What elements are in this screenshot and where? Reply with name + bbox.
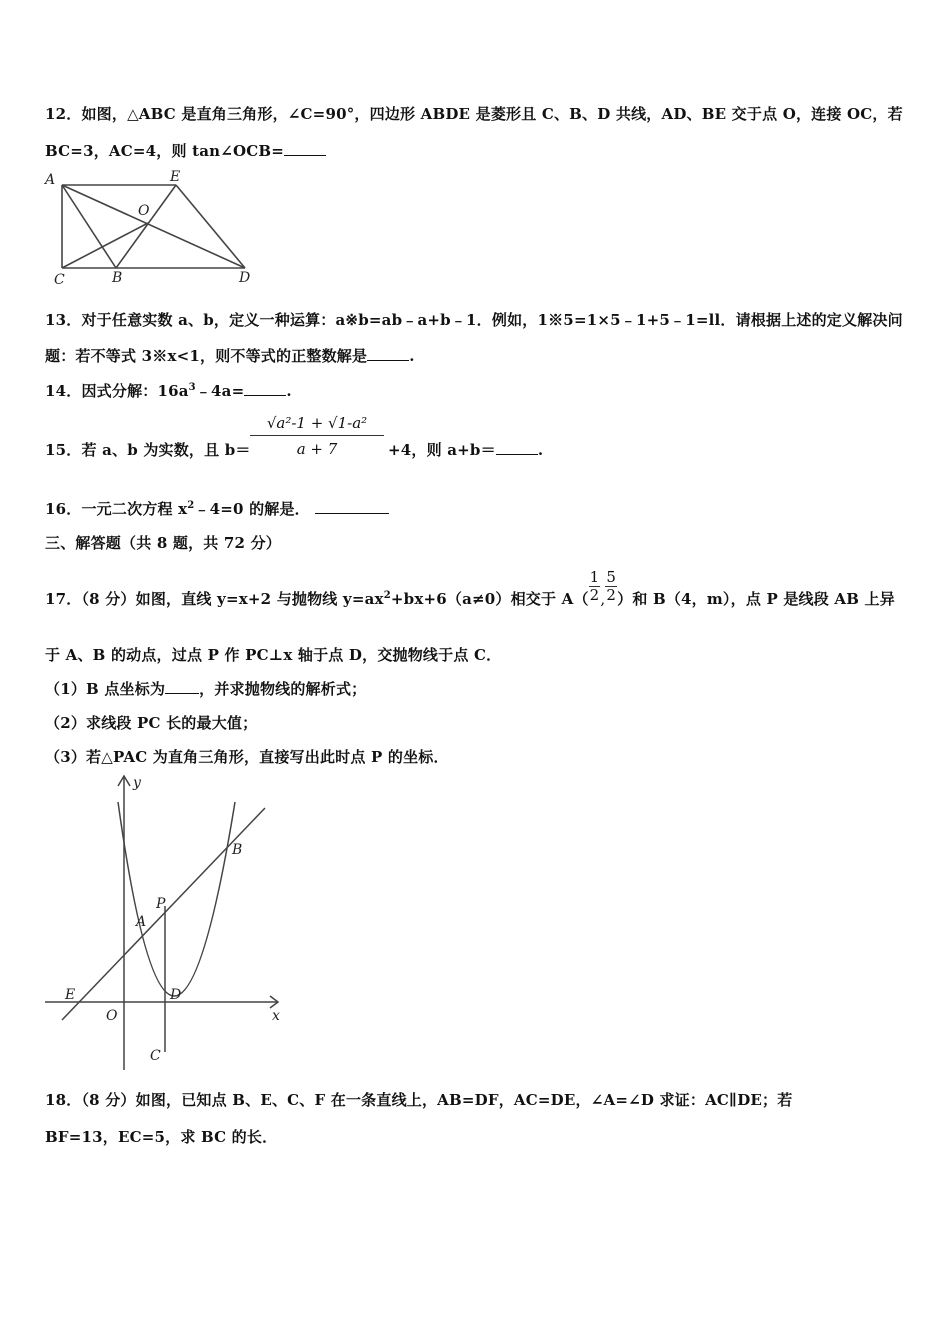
q17-text-line1 xyxy=(45,568,895,617)
q17-comma: , xyxy=(600,590,606,608)
q14-suffix: . xyxy=(286,382,292,400)
q13-text-line2 xyxy=(45,345,415,366)
q16-exponent: 2 xyxy=(187,500,195,511)
q17-frac2-num: 5 xyxy=(606,568,617,586)
q17-sub2: （2）求线段 PC 长的最大值； xyxy=(45,714,258,732)
q12-answer-blank xyxy=(284,141,326,156)
label-O: O xyxy=(138,203,150,219)
q15-fraction xyxy=(250,414,384,458)
q17-frac1-den: 2 xyxy=(589,585,600,604)
label-C: C xyxy=(150,1048,161,1064)
q16-prefix: 16．一元二次方程 x xyxy=(45,500,188,518)
label-C: C xyxy=(54,272,65,286)
q14-middle: ﹣4a= xyxy=(195,382,245,400)
label-B: B xyxy=(232,842,243,858)
q14-answer-blank xyxy=(244,381,286,396)
q17-frac2 xyxy=(605,569,617,603)
label-E: E xyxy=(65,987,76,1003)
label-D: D xyxy=(170,987,182,1003)
q18-text-line2: BF=13，EC=5，求 BC 的长． xyxy=(45,1128,278,1146)
q15-text xyxy=(45,439,251,460)
q14-text xyxy=(45,380,292,401)
q17-sub3: （3）若△PAC 为直角三角形，直接写出此时点 P 的坐标． xyxy=(45,748,449,766)
q17-frac1 xyxy=(589,569,601,603)
q12-stem: BC=3，AC=4，则 tan∠OCB= xyxy=(45,142,285,160)
q17-text-line2: 于 A、B 的动点，过点 P 作 PC⊥x 轴于点 D，交抛物线于点 C． xyxy=(45,646,502,664)
label-A: A xyxy=(45,172,56,188)
q17-stem-a: 17．（8 分）如图，直线 y=x+2 与抛物线 y=ax xyxy=(45,590,384,608)
q17-stem-b: +bx+6（a≠0）相交于 A（ xyxy=(390,590,589,608)
label-P: P xyxy=(156,896,166,912)
q15-tail xyxy=(388,439,543,460)
q17-sub1-b: ，并求抛物线的解析式； xyxy=(199,680,367,698)
label-A: A xyxy=(136,914,147,930)
q16-answer-blank xyxy=(315,499,389,514)
q17-sub1-a: （1）B 点坐标为 xyxy=(45,680,166,698)
q12-text-line1: 12．如图，△ABC 是直角三角形，∠C=90°，四边形 ABDE 是菱形且 C、B、D 共线，AD、BE 交于点 O，连接 OC，若 xyxy=(45,105,903,123)
q12-text-line2 xyxy=(45,140,326,161)
q17-parabola-figure xyxy=(40,772,285,1072)
q15-numerator: √a²-1 + √1-a² xyxy=(250,414,384,436)
section-heading: 三、解答题（共 8 题，共 72 分） xyxy=(45,534,282,552)
q15-end: . xyxy=(537,441,544,459)
q17-frac2-den: 2 xyxy=(606,585,617,604)
label-O: O xyxy=(106,1008,118,1024)
q15-suffix: +4，则 a+b＝ xyxy=(388,441,496,459)
q17-stem-c: ）和 B（4，m），点 P 是线段 AB 上异 xyxy=(617,590,895,608)
label-B: B xyxy=(112,270,123,286)
q16-text xyxy=(45,498,389,519)
label-y: y xyxy=(133,775,141,791)
q13-stem: 题：若不等式 3※x<1，则不等式的正整数解是 xyxy=(45,347,368,365)
q15-prefix: 15．若 a、b 为实数，且 b＝ xyxy=(45,441,251,459)
q16-suffix: ﹣4=0 的解是． xyxy=(194,500,310,518)
q13-text-line1: 13．对于任意实数 a、b，定义一种运算：a※b=ab﹣a+b﹣1．例如，1※5=1×5﹣1+5﹣1=ll．请根据上述的定义解决问 xyxy=(45,311,903,329)
q17-sub1-blank xyxy=(165,679,199,694)
q14-prefix: 14．因式分解：16a xyxy=(45,382,189,400)
q17-sub1 xyxy=(45,678,366,699)
label-D: D xyxy=(239,270,251,286)
q14-exponent: 3 xyxy=(188,382,196,393)
q13-answer-blank xyxy=(367,346,409,361)
q17-exponent: 2 xyxy=(383,590,391,601)
q12-rhombus-figure xyxy=(40,168,260,286)
q17-frac1-num: 1 xyxy=(589,568,600,586)
q15-answer-blank xyxy=(496,440,538,455)
q15-denominator: a + 7 xyxy=(296,440,338,458)
q18-text-line1: 18．（8 分）如图，已知点 B、E、C、F 在一条直线上，AB=DF，AC=DE，∠A=∠D 求证：AC∥DE；若 xyxy=(45,1091,793,1109)
label-E: E xyxy=(170,169,181,185)
label-x: x xyxy=(272,1008,280,1024)
q13-period: . xyxy=(409,347,415,365)
